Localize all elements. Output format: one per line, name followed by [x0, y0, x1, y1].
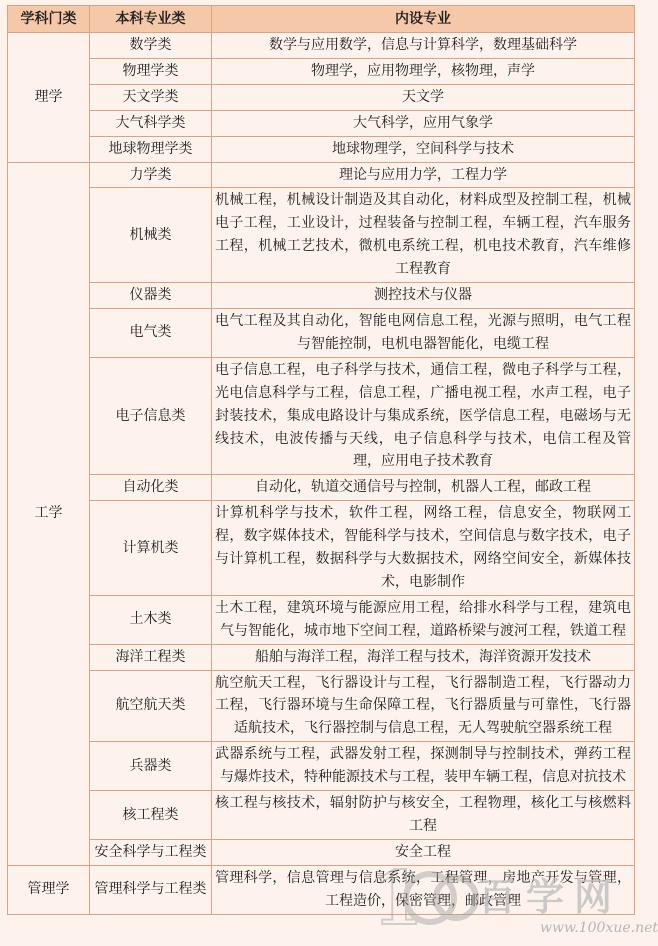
majors-cell: 船舶与海洋工程，海洋工程与技术，海洋资源开发技术	[212, 644, 635, 670]
category-cell: 地球物理学类	[90, 136, 212, 162]
category-cell: 大气科学类	[90, 110, 212, 136]
category-cell: 天文学类	[90, 84, 212, 110]
table-row	[8, 357, 635, 475]
category-cell: 机械类	[90, 188, 212, 283]
category-cell: 仪器类	[90, 283, 212, 309]
majors-cell: 土木工程，建筑环境与能源应用工程，给排水科学与工程，建筑电气与智能化，城市地下空间工程，道路桥梁与渡河工程，铁道工程	[212, 595, 635, 644]
table-row	[8, 84, 635, 110]
table-row	[8, 644, 635, 670]
majors-cell: 计算机科学与技术，软件工程，网络工程，信息安全，物联网工程，数字媒体技术，智能科学与技术，空间信息与数字技术，电子与计算机工程，数据科学与大数据技术，网络空间安全，新媒体技术，电影制作	[212, 501, 635, 596]
table-body	[8, 33, 635, 915]
category-cell: 安全科学与工程类	[90, 839, 212, 865]
category-cell: 数学类	[90, 33, 212, 59]
majors-table	[7, 5, 635, 915]
table-row	[8, 188, 635, 283]
category-cell: 电子信息类	[90, 357, 212, 475]
table-row	[8, 110, 635, 136]
watermark-text: 百学网	[478, 874, 623, 919]
category-cell: 兵器类	[90, 742, 212, 791]
majors-cell: 物理学，应用物理学，核物理，声学	[212, 58, 635, 84]
discipline-cell: 理学	[8, 33, 90, 163]
header-category: 本科专业类	[90, 6, 212, 33]
majors-cell: 航空航天工程，飞行器设计与工程，飞行器制造工程，飞行器动力工程，飞行器环境与生命保障工程，飞行器质量与可靠性，飞行器适航技术，飞行器控制与信息工程，无人驾驶航空器系统工程	[212, 670, 635, 742]
table-row	[8, 742, 635, 791]
majors-cell: 大气科学，应用气象学	[212, 110, 635, 136]
majors-cell: 管理科学，信息管理与信息系统，工程管理，房地产开发与管理，工程造价，保密管理，邮政管理	[212, 865, 635, 914]
majors-cell: 电子信息工程，电子科学与技术，通信工程，微电子科学与工程，光电信息科学与工程，信息工程，广播电视工程，水声工程，电子封装技术，集成电路设计与集成系统，医学信息工程，电磁场与无线技术，电波传播与天线，电子信息科学与技术，电信工程及管理，应用电子技术教育	[212, 357, 635, 475]
category-cell: 管理科学与工程类	[90, 865, 212, 914]
table-row	[8, 595, 635, 644]
header-majors: 内设专业	[212, 6, 635, 33]
majors-cell: 测控技术与仪器	[212, 283, 635, 309]
table-row	[8, 865, 635, 914]
category-cell: 物理学类	[90, 58, 212, 84]
table-row	[8, 670, 635, 742]
table-row	[8, 136, 635, 162]
watermark-url: www.100xue.net	[540, 920, 658, 936]
category-cell: 电气类	[90, 308, 212, 357]
table-row	[8, 283, 635, 309]
majors-cell: 天文学	[212, 84, 635, 110]
category-cell: 力学类	[90, 162, 212, 188]
category-cell: 土木类	[90, 595, 212, 644]
table-row	[8, 839, 635, 865]
majors-cell: 机械工程，机械设计制造及其自动化，材料成型及控制工程，机械电子工程，工业设计，过程装备与控制工程，车辆工程，汽车服务工程，机械工艺技术，微机电系统工程，机电技术教育，汽车维修工程教育	[212, 188, 635, 283]
majors-cell: 数学与应用数学，信息与计算科学，数理基础科学	[212, 33, 635, 59]
majors-cell: 自动化，轨道交通信号与控制，机器人工程，邮政工程	[212, 475, 635, 501]
majors-cell: 电气工程及其自动化，智能电网信息工程，光源与照明，电气工程与智能控制，电机电器智能化，电缆工程	[212, 308, 635, 357]
category-cell: 计算机类	[90, 501, 212, 596]
category-cell: 核工程类	[90, 791, 212, 840]
table-row	[8, 58, 635, 84]
majors-cell: 核工程与核技术，辐射防护与核安全，工程物理，核化工与核燃料工程	[212, 791, 635, 840]
majors-cell: 武器系统与工程，武器发射工程，探测制导与控制技术，弹药工程与爆炸技术，特种能源技术与工程，装甲车辆工程，信息对抗技术	[212, 742, 635, 791]
header-row	[8, 6, 635, 33]
svg-text:1: 1	[372, 856, 424, 942]
table-row	[8, 791, 635, 840]
discipline-cell: 工学	[8, 162, 90, 865]
table-row	[8, 33, 635, 59]
category-cell: 自动化类	[90, 475, 212, 501]
category-cell: 航空航天类	[90, 670, 212, 742]
table-row	[8, 475, 635, 501]
header-discipline: 学科门类	[8, 6, 90, 33]
table-row	[8, 308, 635, 357]
majors-cell: 安全工程	[212, 839, 635, 865]
majors-cell: 理论与应用力学，工程力学	[212, 162, 635, 188]
table-row	[8, 162, 635, 188]
table-row	[8, 501, 635, 596]
discipline-cell: 管理学	[8, 865, 90, 914]
majors-cell: 地球物理学，空间科学与技术	[212, 136, 635, 162]
category-cell: 海洋工程类	[90, 644, 212, 670]
